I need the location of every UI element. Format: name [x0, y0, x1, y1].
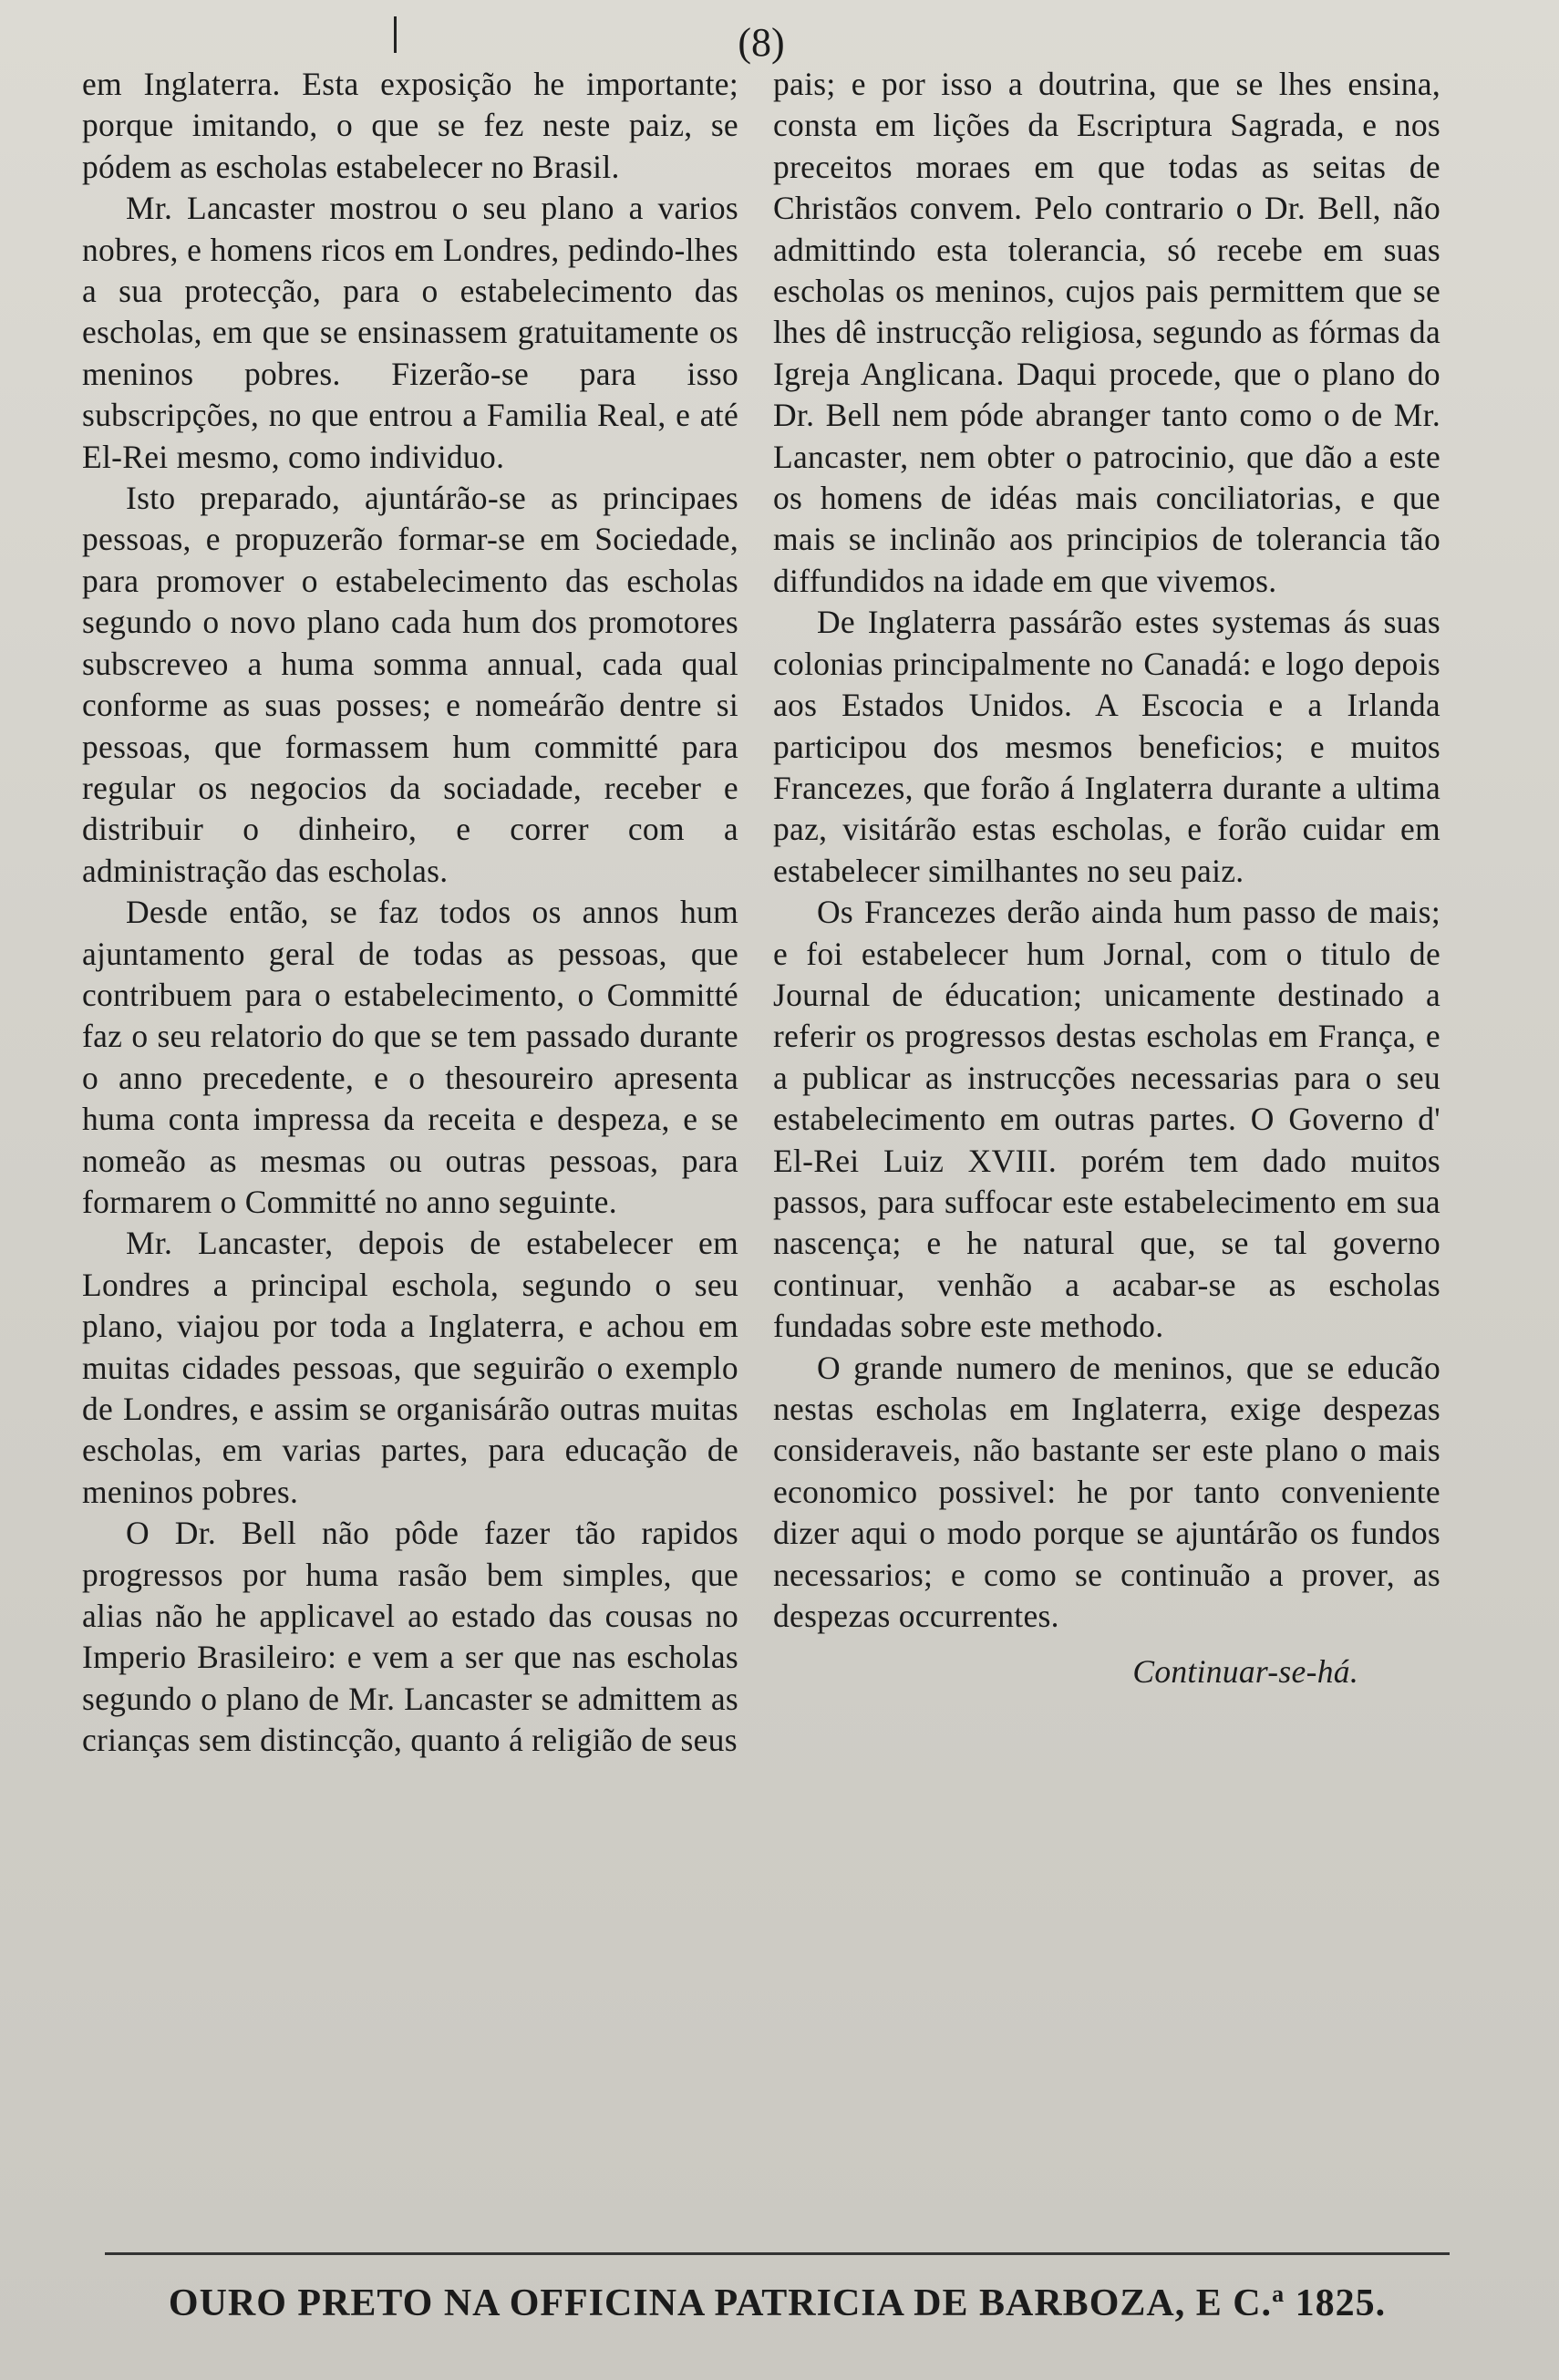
imprint-text: OURO PRETO NA OFFICINA PATRICIA DE BARBOZA, E C.	[168, 2282, 1273, 2324]
left-paragraph: O Dr. Bell não pôde fazer tão rapidos progressos por huma rasão bem simples, que alias não he applicavel ao estado das cousas no Imperio Brasileiro: e vem a ser que nas escholas segundo o plano de Mr. Lancaster se admittem as crianças sem distincção, quanto á religião de seus	[82, 1515, 738, 1759]
left-paragraph: Desde então, se faz todos os annos hum ajuntamento geral de todas as pessoas, que contribuem para o estabelecimento, o Committé faz o seu relatorio do que se tem passado durante o anno precedente, e o thesoureiro apresenta huma conta impressa da receita e despeza, e se nomeão as mesmas ou outras pessoas, para formarem o Committé no anno seguinte.	[82, 894, 738, 1220]
left-paragraph: Isto preparado, ajuntárão-se as principaes pessoas, e propuzerão formar-se em Sociedade, para promover o estabelecimento das escholas segundo o novo plano cada hum dos promotores subscreveo a huma somma annual, cada qual conforme as suas posses; e nomeárão dentre si pessoas, que formassem hum committé para regular os negocios da sociadade, receber e distribuir o dinheiro, e correr com a administração das escholas.	[82, 480, 738, 889]
right-paragraph: De Inglaterra passárão estes systemas ás suas colonias principalmente no Canadá: e logo depois aos Estados Unidos. A Escocia e a Irlanda participou dos mesmos beneficios; e muitos Francezes, que forão á Inglaterra durante a ultima paz, visitárão estas escholas, e forão cuidar em estabelecer similhantes no seu paiz.	[773, 604, 1440, 889]
right-column	[773, 64, 1440, 1693]
left-paragraph: em Inglaterra. Esta exposição he importante; porque imitando, o que se fez neste paiz, se pódem as escholas estabelecer no Brasil.	[82, 66, 738, 185]
left-paragraph: Mr. Lancaster, depois de estabelecer em Londres a principal eschola, segundo o seu plano, viajou por toda a Inglaterra, e achou em muitas cidades pessoas, que seguirão o exemplo de Londres, e assim se organisárão outras muitas escholas, em varias partes, para educação de meninos pobres.	[82, 1225, 738, 1510]
right-paragraph: O grande numero de meninos, que se educão nestas escholas em Inglaterra, exige despezas consideraveis, não bastante ser este plano o mais economico possivel: he por tanto conveniente dizer aqui o modo porque se ajuntárão os fundos necessarios; e como se continuão a prover, as despezas occurrentes.	[773, 1349, 1440, 1635]
imprint-year: 1825.	[1285, 2282, 1387, 2324]
continuation-note: Continuar-se-há.	[1132, 1653, 1358, 1691]
imprint-superscript: a	[1272, 2281, 1285, 2307]
left-column	[82, 64, 738, 1762]
margin-mark	[394, 16, 397, 53]
footer-divider	[105, 2252, 1450, 2255]
page-number: (8)	[738, 20, 785, 65]
right-paragraph: Os Francezes derão ainda hum passo de mais; e foi estabelecer hum Jornal, com o titulo de Journal de éducation; unicamente destinado a referir os progressos destas escholas em França, e a publicar as instrucções necessarias para o seu estabelecimento em outras partes. O Governo d' El-Rei Luiz XVIII. porém tem dado muitos passos, para suffocar este estabelecimento em sua nascença; e he natural que, se tal governo continuar, venhão a acabar-se as escholas fundadas sobre este methodo.	[773, 894, 1440, 1345]
printer-imprint	[105, 2269, 1450, 2329]
right-paragraph: pais; e por isso a doutrina, que se lhes ensina, consta em lições da Escriptura Sagrada, e nos preceitos moraes em que todas as seitas de Christãos convem. Pelo contrario o Dr. Bell, não admittindo esta tolerancia, só recebe em suas escholas os meninos, cujos pais permittem que se lhes dê instrucção religiosa, segundo as fórmas da Igreja Anglicana. Daqui procede, que o plano do Dr. Bell nem póde abranger tanto como o de Mr. Lancaster, nem obter o patrocinio, que dão a este os homens de idéas mais conciliatorias, e que mais se inclinão aos principios de tolerancia tão diffundidos na idade em que vivemos.	[773, 66, 1440, 599]
left-paragraph: Mr. Lancaster mostrou o seu plano a varios nobres, e homens ricos em Londres, pedindo-lhes a sua protecção, para o estabelecimento das escholas, em que se ensinassem gratuitamente os meninos pobres. Fizerão-se para isso subscripções, no que entrou a Familia Real, e até El-Rei mesmo, como individuo.	[82, 190, 738, 475]
